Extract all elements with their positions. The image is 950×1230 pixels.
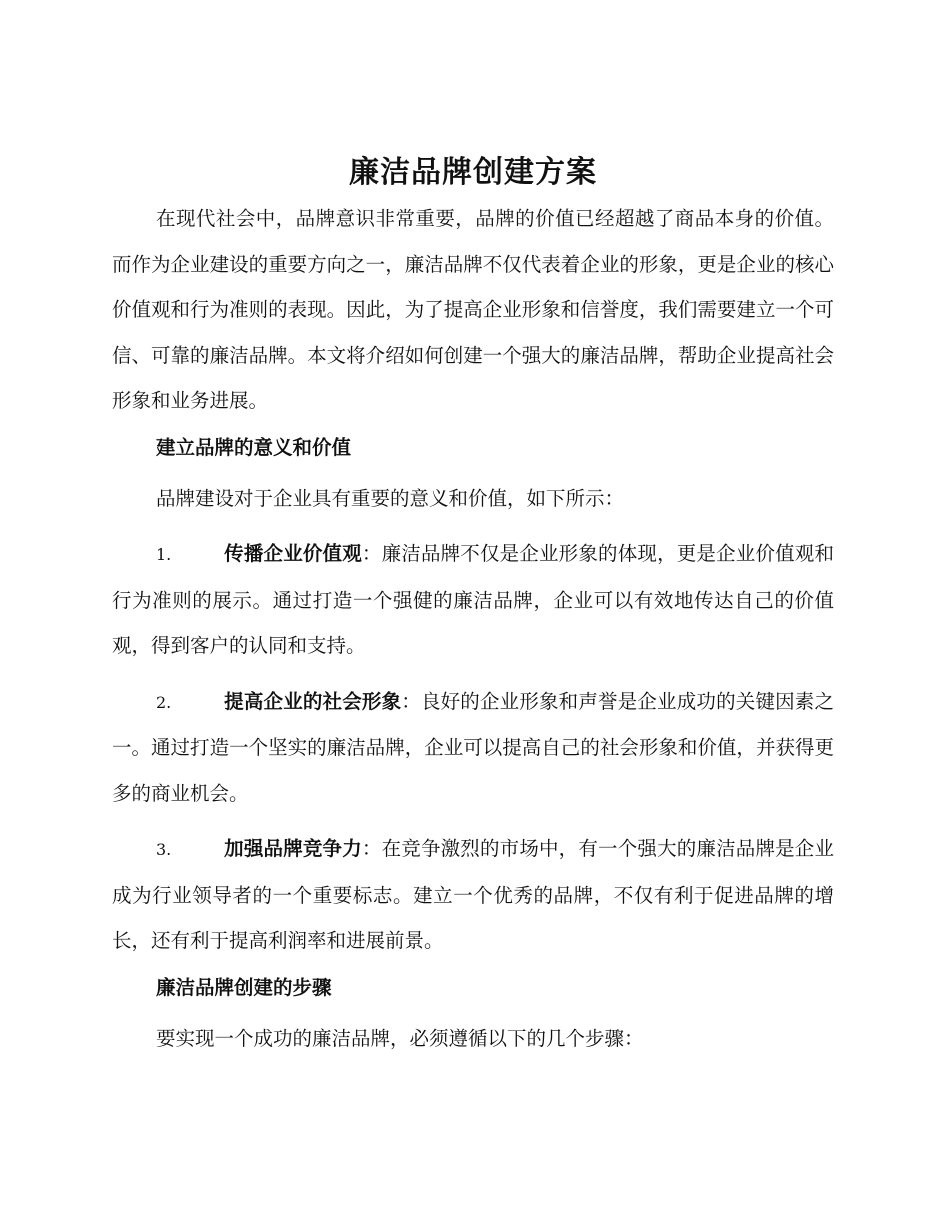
document-content — [112, 150, 834, 1061]
list-item — [112, 826, 834, 964]
list-number: 2. — [156, 692, 172, 712]
section-lead-significance: 品牌建设对于企业具有重要的意义和价值，如下所示： — [156, 486, 625, 510]
list-text: ：良好的企业形象和声誉是企业成功的关键因素之一。通过打造一个坚实的廉洁品牌，企业可以提高自己的社会形象和价值，并获得更多的商业机会。 — [112, 689, 834, 805]
section-heading-significance: 建立品牌的意义和价值 — [156, 435, 352, 459]
document-title: 廉洁品牌创建方案 — [349, 155, 597, 190]
list-text: ：廉洁品牌不仅是企业形象的体现，更是企业价值观和行为准则的展示。通过打造一个强健的廉洁品牌，企业可以有效地传达自己的价值观，得到客户的认同和支持。 — [112, 542, 834, 657]
intro-paragraph: 在现代社会中，品牌意识非常重要，品牌的价值已经超越了商品本身的价值。而作为企业建设的重要方向之一，廉洁品牌不仅代表着企业的形象，更是企业的核心价值观和行为准则的表现。因此，为了提高企业形象和信誉度，我们需要建立一个可信、可靠的廉洁品牌。本文将介绍如何创建一个强大的廉洁品牌，帮助企业提高社会形象和业务进展。 — [112, 207, 834, 412]
list-term: 传播企业价值观 — [224, 542, 362, 565]
list-item — [112, 679, 834, 817]
list-term: 提高企业的社会形象 — [224, 689, 402, 713]
list-number: 1. — [156, 545, 172, 564]
list-term: 加强品牌竞争力 — [224, 837, 362, 860]
list-text: ：在竞争激烈的市场中，有一个强大的廉洁品牌是企业成为行业领导者的一个重要标志。建立一个优秀的品牌，不仅有利于促进品牌的增长，还有利于提高利润率和进展前景。 — [112, 837, 834, 952]
section-lead-steps: 要实现一个成功的廉洁品牌，必须遵循以下的几个步骤： — [156, 1026, 644, 1050]
list-number: 3. — [156, 840, 172, 859]
list-item — [112, 531, 834, 669]
section-heading-steps: 廉洁品牌创建的步骤 — [156, 975, 332, 999]
